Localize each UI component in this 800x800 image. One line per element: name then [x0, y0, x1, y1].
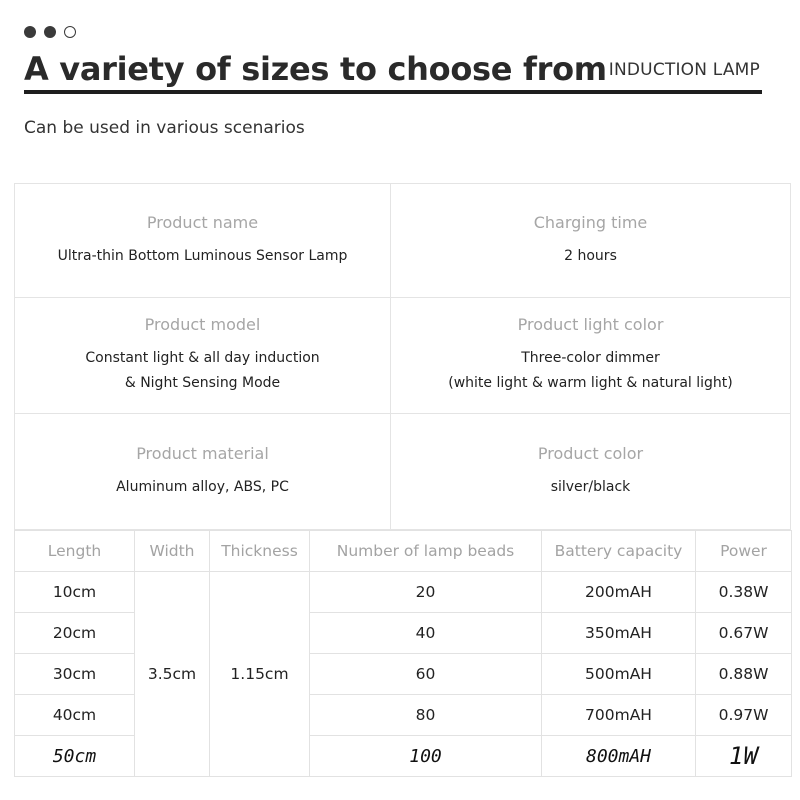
spec-value: Constant light & all day induction — [85, 350, 320, 366]
thickness-cell: 1.15cm — [210, 572, 310, 777]
dot-filled-icon — [44, 26, 56, 38]
table-header-row — [15, 531, 792, 572]
length-cell: 10cm — [15, 572, 135, 613]
table-row — [15, 613, 792, 654]
spec-label: Product model — [144, 315, 261, 334]
table-row — [15, 736, 792, 777]
battery-cell: 700mAH — [542, 695, 696, 736]
length-cell: 50cm — [15, 736, 135, 777]
battery-cell: 800mAH — [542, 736, 696, 777]
spec-value: 2 hours — [564, 247, 617, 264]
page-subtitle: Can be used in various scenarios — [24, 118, 305, 138]
beads-cell: 100 — [310, 736, 542, 777]
spec-value: (white light & warm light & natural light) — [448, 375, 733, 391]
spec-label: Product light color — [517, 315, 664, 334]
width-cell: 3.5cm — [135, 572, 210, 777]
length-cell: 20cm — [15, 613, 135, 654]
column-header: Length — [15, 531, 135, 572]
spec-grid — [14, 183, 791, 530]
column-header: Battery capacity — [542, 531, 696, 572]
column-header: Power — [696, 531, 792, 572]
spec-product-name — [14, 183, 391, 298]
length-cell: 30cm — [15, 654, 135, 695]
page-title: A variety of sizes to choose from — [24, 50, 607, 88]
column-header: Number of lamp beads — [310, 531, 542, 572]
spec-value: Three-color dimmer — [521, 350, 660, 366]
beads-cell: 40 — [310, 613, 542, 654]
power-cell: 0.88W — [696, 654, 792, 695]
beads-cell: 60 — [310, 654, 542, 695]
battery-cell: 500mAH — [542, 654, 696, 695]
dot-outline-icon — [64, 26, 76, 38]
power-cell: 0.38W — [696, 572, 792, 613]
power-cell: 0.67W — [696, 613, 792, 654]
title-underline — [24, 90, 762, 94]
power-cell: 1W — [696, 736, 792, 777]
spec-value: & Night Sensing Mode — [124, 375, 281, 391]
spec-light-color — [391, 298, 791, 414]
beads-cell: 80 — [310, 695, 542, 736]
spec-value: Aluminum alloy, ABS, PC — [116, 478, 289, 495]
table-row — [15, 695, 792, 736]
battery-cell: 350mAH — [542, 613, 696, 654]
power-cell: 0.97W — [696, 695, 792, 736]
column-header: Thickness — [210, 531, 310, 572]
dot-filled-icon — [24, 26, 36, 38]
beads-cell: 20 — [310, 572, 542, 613]
battery-cell: 200mAH — [542, 572, 696, 613]
spec-material — [14, 414, 391, 530]
spec-product-color — [391, 414, 791, 530]
carousel-dots — [24, 26, 76, 38]
length-cell: 40cm — [15, 695, 135, 736]
column-header: Width — [135, 531, 210, 572]
spec-charging-time — [391, 183, 791, 298]
spec-value: silver/black — [550, 478, 631, 495]
spec-label: Product color — [537, 443, 644, 463]
size-table — [14, 530, 792, 777]
spec-product-model — [14, 298, 391, 414]
spec-label: Charging time — [533, 212, 648, 232]
spec-label: Product name — [146, 212, 259, 232]
spec-label: Product material — [136, 443, 269, 463]
table-row — [15, 654, 792, 695]
table-row — [15, 572, 792, 613]
category-tag: INDUCTION LAMP — [608, 60, 760, 80]
spec-value: Ultra-thin Bottom Luminous Sensor Lamp — [57, 247, 348, 264]
